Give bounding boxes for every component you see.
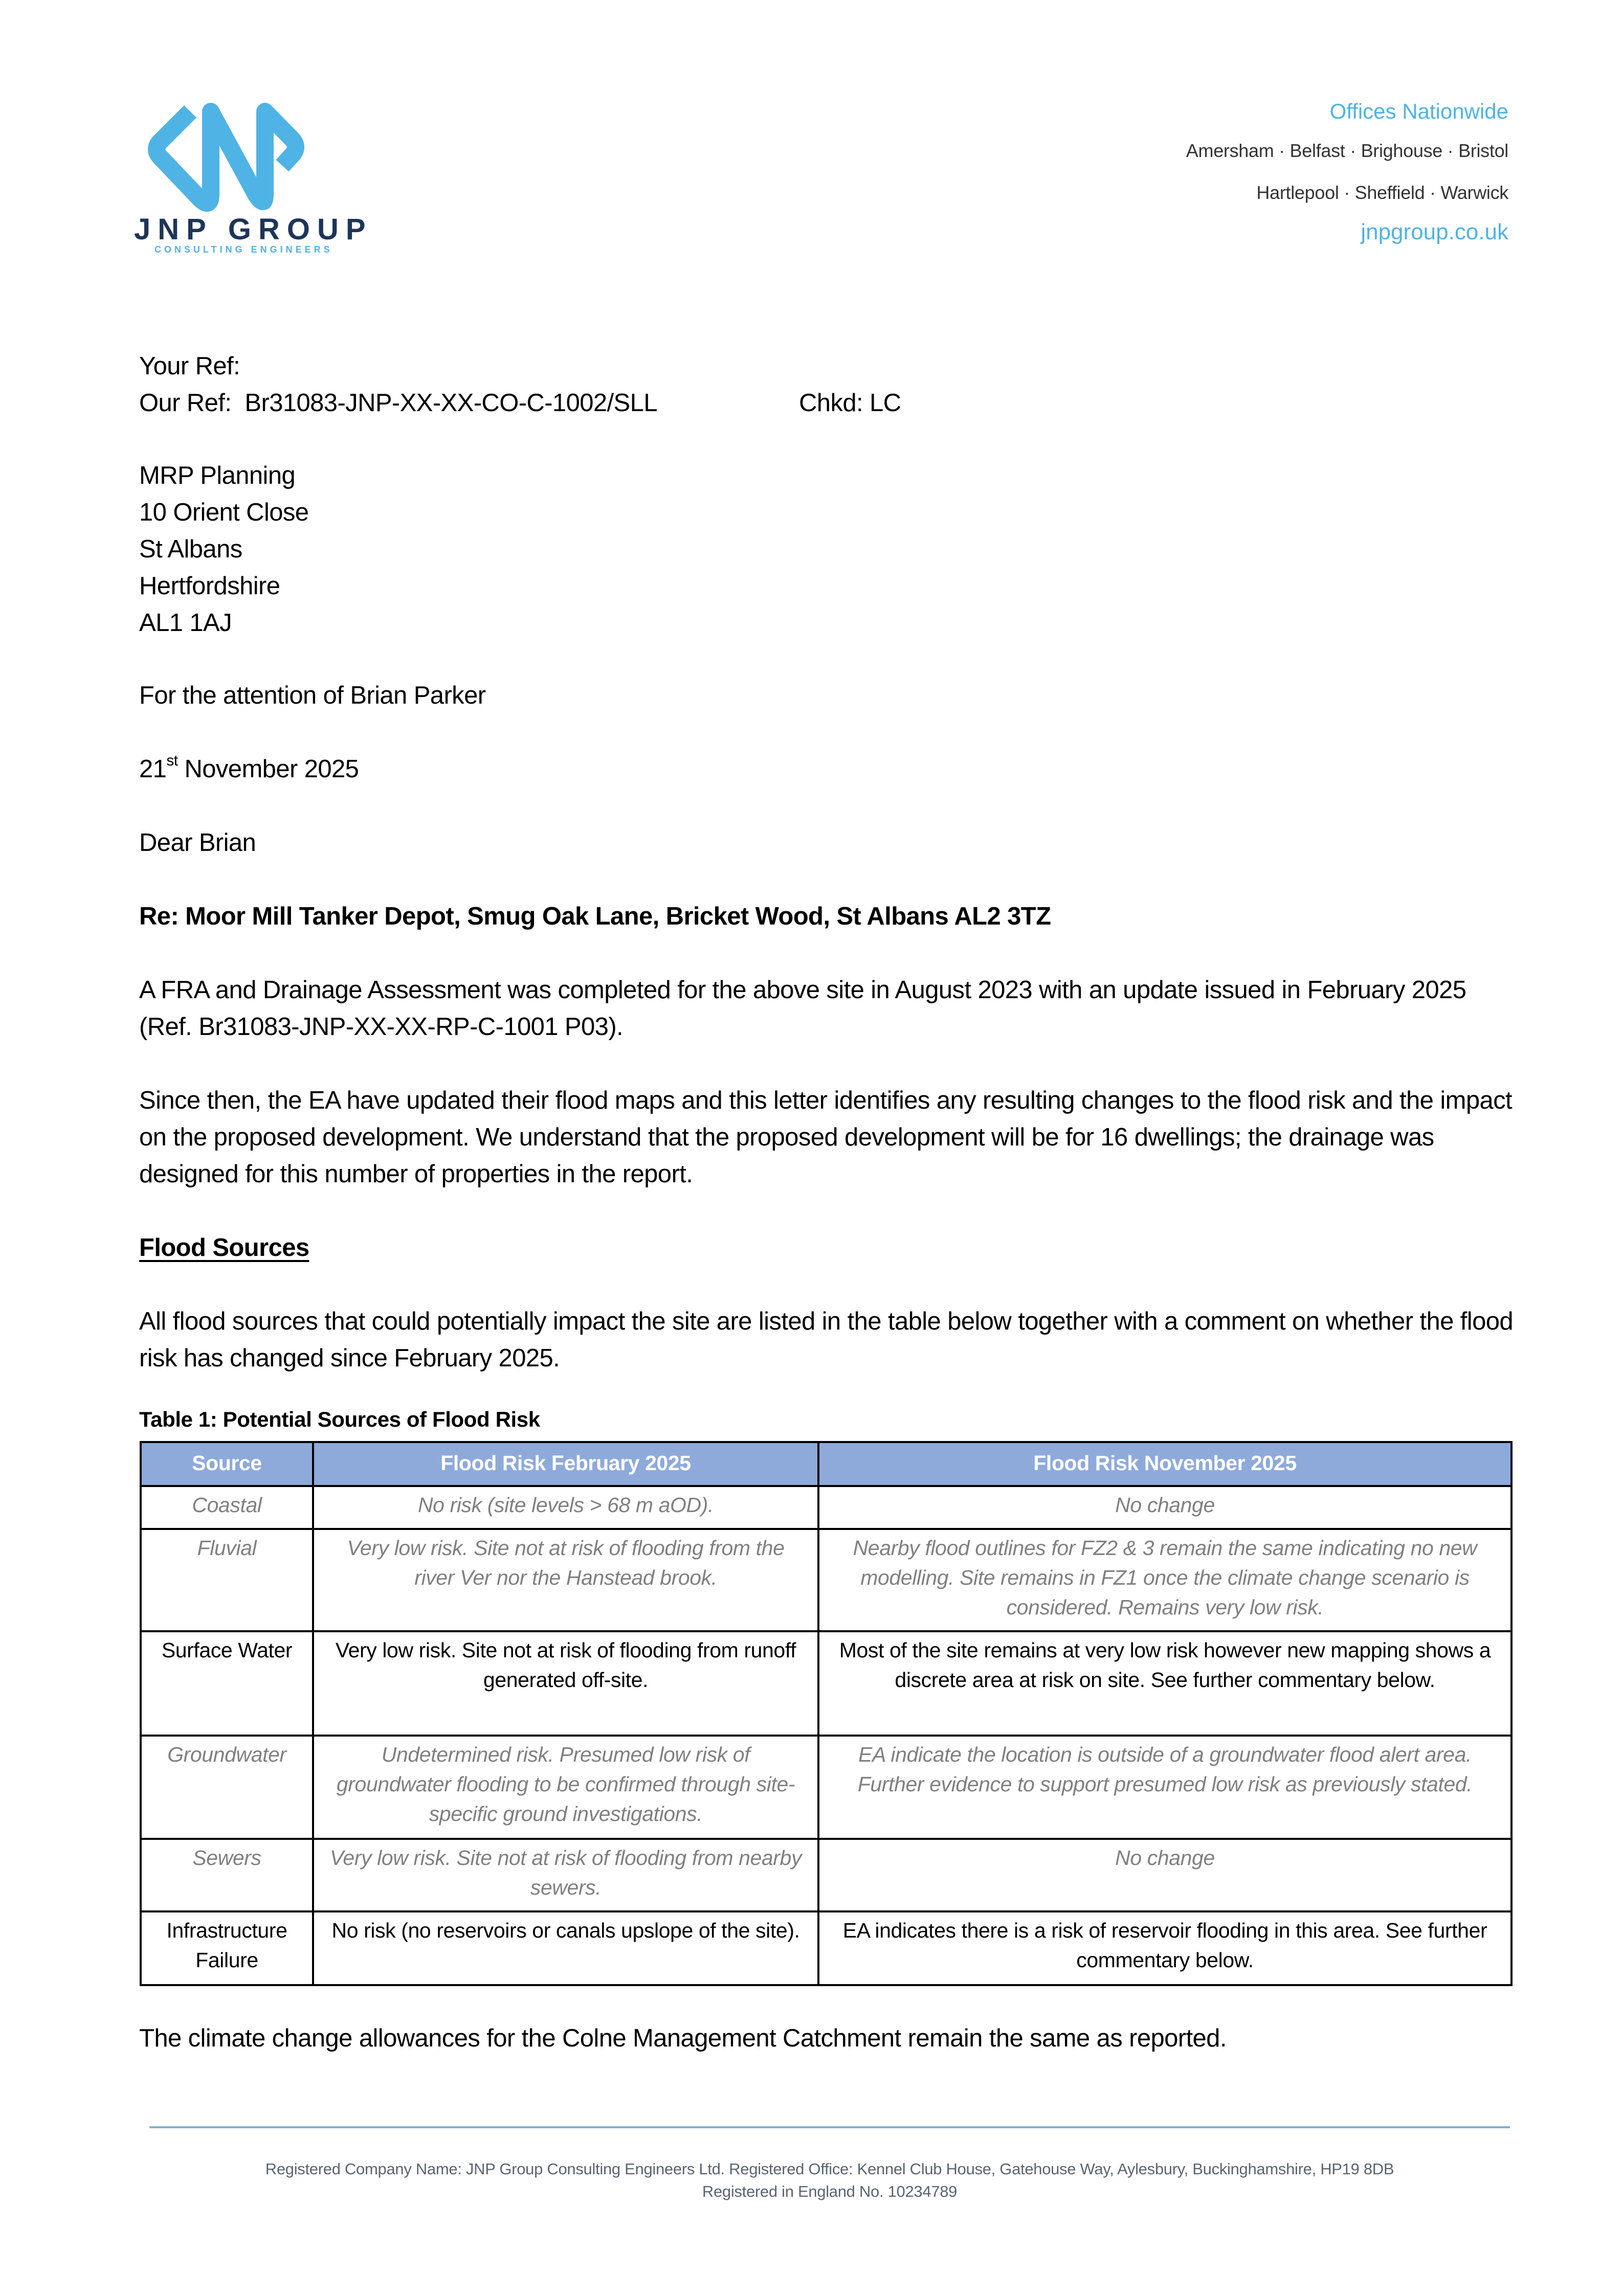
source-cell: Surface Water (141, 1631, 313, 1736)
offices-line-2: Hartlepool · Sheffield · Warwick (1256, 182, 1508, 203)
column-header: Flood Risk February 2025 (313, 1442, 818, 1486)
date-rest: November 2025 (177, 755, 359, 783)
feb-risk-cell: No risk (no reservoirs or canals upslope of the site). (313, 1911, 818, 1985)
section-heading: Flood Sources (139, 1234, 309, 1262)
nov-risk-cell: No change (818, 1486, 1511, 1529)
feb-risk-cell: Very low risk. Site not at risk of flooding from the river Ver nor the Hanstead brook. (313, 1529, 818, 1631)
table-caption: Table 1: Potential Sources of Flood Risk (139, 1407, 540, 1431)
paragraph-update: Since then, the EA have updated their flood maps and this letter identifies any resulting changes to the flood risk and the impact on the proposed development. We understand that the proposed development will be for 16 dwellings; the drainage was designed for this number of properties in the report. (139, 1087, 1513, 1188)
salutation: Dear Brian (139, 829, 256, 857)
logo-tagline: CONSULTING ENGINEERS (154, 244, 333, 255)
feb-risk-cell: Very low risk. Site not at risk of flooding from nearby sewers. (313, 1839, 818, 1911)
nov-risk-cell: Nearby flood outlines for FZ2 & 3 remain the same indicating no new modelling. Site remains in FZ1 once the climate change scenario is considered. Remains very low risk. (818, 1529, 1511, 1631)
offices-block (1186, 93, 1508, 251)
table-header-row (141, 1442, 1511, 1486)
address-line: 10 Orient Close (139, 499, 309, 526)
attention-line: For the attention of Brian Parker (139, 682, 486, 709)
date-suffix: st (166, 752, 178, 769)
address-line: MRP Planning (139, 462, 296, 489)
flood-risk-table (140, 1441, 1513, 1986)
footer-divider (149, 2126, 1510, 2128)
source-cell: Infrastructure Failure (141, 1911, 313, 1985)
references (139, 348, 901, 421)
website-link[interactable]: jnpgroup.co.uk (1361, 219, 1508, 244)
logo-wordmark: JNP GROUP (134, 213, 373, 246)
your-ref: Your Ref: (139, 352, 240, 380)
address-line: St Albans (139, 535, 242, 563)
table-row (141, 1911, 1511, 1985)
table-row (141, 1529, 1511, 1631)
footer-registration-number: Registered in England No. 10234789 (702, 2182, 958, 2200)
table-row (141, 1736, 1511, 1839)
feb-risk-cell: No risk (site levels > 68 m aOD). (313, 1486, 818, 1529)
source-cell: Groundwater (141, 1736, 313, 1839)
table-row (141, 1839, 1511, 1911)
paragraph-closing: The climate change allowances for the Colne Management Catchment remain the same as reported. (139, 2024, 1227, 2052)
source-cell: Sewers (141, 1839, 313, 1911)
table-row (141, 1486, 1511, 1529)
footer-registered-office: Registered Company Name: JNP Group Consulting Engineers Ltd. Registered Office: Kennel Club House, Gatehouse Way, Aylesbury, Buckinghamshire, HP19 8DB (265, 2160, 1394, 2178)
date-day: 21 (139, 755, 167, 783)
column-header: Source (141, 1442, 313, 1486)
source-cell: Coastal (141, 1486, 313, 1529)
our-ref: Our Ref: Br31083-JNP-XX-XX-CO-C-1002/SLL (139, 389, 657, 417)
nov-risk-cell: EA indicates there is a risk of reservoir flooding in this area. See further commentary below. (818, 1911, 1511, 1985)
offices-title: Offices Nationwide (1329, 99, 1508, 123)
letter-date (139, 751, 359, 787)
footer (149, 2158, 1510, 2203)
source-cell: Fluvial (141, 1529, 313, 1631)
jnp-logo-mark-icon (134, 81, 390, 255)
company-logo (134, 81, 390, 255)
address-line: AL1 1AJ (139, 609, 232, 637)
column-header: Flood Risk November 2025 (818, 1442, 1511, 1486)
nov-risk-cell: Most of the site remains at very low risk however new mapping shows a discrete area at risk on site. See further commentary below. (818, 1631, 1511, 1736)
checked-by: Chkd: LC (799, 389, 901, 417)
subject-line: Re: Moor Mill Tanker Depot, Smug Oak Lane, Bricket Wood, St Albans AL2 3TZ (139, 903, 1051, 930)
paragraph-intro: A FRA and Drainage Assessment was completed for the above site in August 2023 with an update issued in February 2025 (Ref. Br31083-JNP-XX-XX-RP-C-1001 P03). (139, 976, 1466, 1041)
table-row (141, 1631, 1511, 1736)
nov-risk-cell: EA indicate the location is outside of a groundwater flood alert area. Further evidence to support presumed low risk as previously stated. (818, 1736, 1511, 1839)
address-line: Hertfordshire (139, 572, 280, 600)
recipient-address (139, 457, 308, 641)
nov-risk-cell: No change (818, 1839, 1511, 1911)
feb-risk-cell: Very low risk. Site not at risk of flooding from runoff generated off-site. (313, 1631, 818, 1736)
paragraph-sources: All flood sources that could potentially impact the site are listed in the table below together with a comment on whether the flood risk has changed since February 2025. (139, 1308, 1514, 1372)
feb-risk-cell: Undetermined risk. Presumed low risk of groundwater flooding to be confirmed through site-specific ground investigations. (313, 1736, 818, 1839)
offices-line-1: Amersham · Belfast · Brighouse · Bristol (1186, 140, 1508, 161)
